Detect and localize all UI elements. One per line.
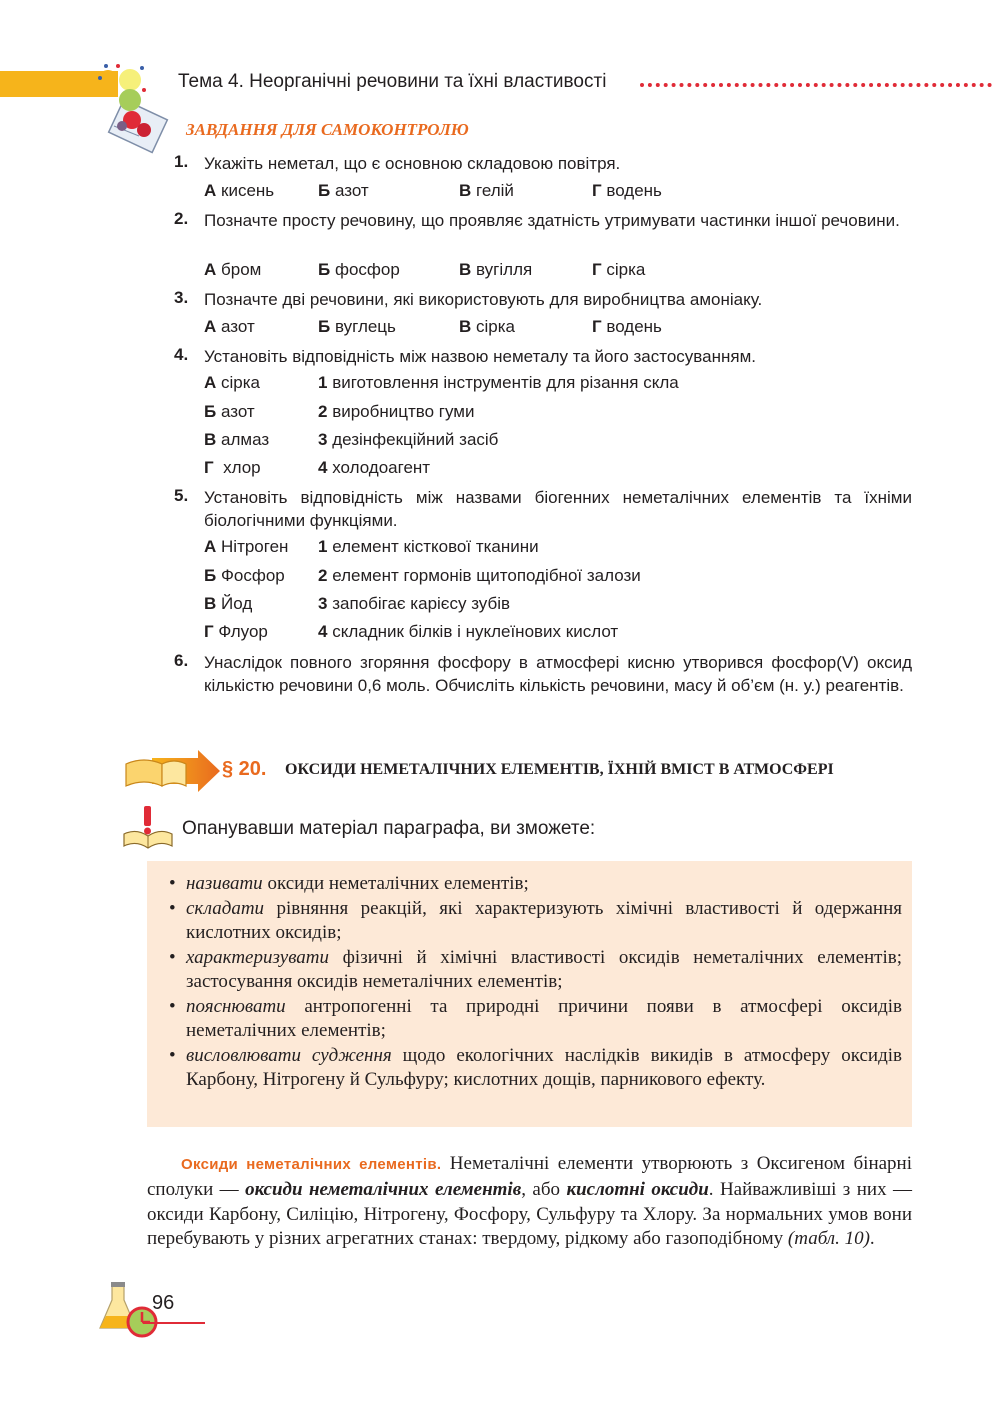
answer-option: Б фосфор bbox=[318, 260, 400, 279]
question-text: Позначте дві речовини, які використовують для виробництва амоніаку. bbox=[204, 290, 763, 309]
answer-option: В гелій bbox=[459, 181, 514, 200]
question-number: 3. bbox=[174, 288, 189, 307]
answer-option: Г водень bbox=[592, 181, 662, 200]
match-left-item: В Йод bbox=[204, 594, 253, 613]
question-text: Позначте просту речовину, що проявляє здатність утримувати частинки іншої речовини. bbox=[204, 211, 900, 230]
question-number: 1. bbox=[174, 152, 189, 171]
table-reference: (табл. 10) bbox=[787, 1228, 870, 1250]
question-text: Укажіть неметал, що є основною складовою повітря. bbox=[204, 154, 621, 173]
question-text: Установіть відповідність між назвами біогенних неметалічних елементів та їхніми біологічними функціями. bbox=[204, 488, 912, 530]
match-left-item: Б азот bbox=[204, 402, 255, 421]
book-exclamation-icon bbox=[120, 806, 176, 850]
answer-option: А кисень bbox=[204, 181, 275, 200]
match-right-item: 4 холодоагент bbox=[318, 458, 431, 477]
match-right-item: 3 запобігає карієсу зубів bbox=[318, 594, 511, 613]
answer-option: Г водень bbox=[592, 317, 662, 336]
footer-rule bbox=[143, 1322, 205, 1324]
match-left-item: В алмаз bbox=[204, 430, 270, 449]
match-right-item: 2 виробництво гуми bbox=[318, 402, 475, 421]
answer-option: В вугілля bbox=[459, 260, 533, 279]
section-number: § 20. bbox=[222, 758, 267, 780]
chapter-title: Тема 4. Неорганічні речовини та їхні властивості bbox=[178, 71, 607, 92]
section-title: ОКСИДИ НЕМЕТАЛІЧНИХ ЕЛЕМЕНТІВ, ЇХНІЙ ВМІСТ В АТМОСФЕРІ bbox=[285, 761, 834, 778]
self-check-heading: ЗАВДАННЯ ДЛЯ САМОКОНТРОЛЮ bbox=[186, 120, 469, 139]
section-arrow-icon bbox=[124, 750, 220, 792]
question-text: Установіть відповідність між назвою неметалу та його застосуванням. bbox=[204, 347, 756, 366]
question-number: 6. bbox=[174, 651, 189, 670]
flask-clock-icon bbox=[96, 1282, 160, 1342]
paragraph-lead: Оксиди неметалічних елементів. bbox=[181, 1156, 442, 1173]
goal-item: • називати оксиди неметалічних елементів; bbox=[169, 873, 529, 894]
goal-item: • характеризувати фізичні й хімічні властивості оксидів неметалічних елементів; застосування оксидів неметалічних елементів; bbox=[169, 946, 902, 992]
match-right-item: 1 виготовлення інструментів для різання скла bbox=[318, 373, 679, 392]
match-right-item: 1 елемент кісткової тканини bbox=[318, 537, 539, 556]
section-intro: Опанувавши матеріал параграфа, ви зможете: bbox=[182, 818, 596, 839]
answer-option: Б вуглець bbox=[318, 317, 396, 336]
question-text: Унаслідок повного згоряння фосфору в атмосфері кисню утворився фосфор(V) оксид кількістю речовини 0,6 моль. Обчисліть кількість речовини, масу й об’єм (н. у.) реагентів. bbox=[204, 653, 912, 695]
header-dotted-rule bbox=[640, 83, 992, 87]
question-number: 4. bbox=[174, 345, 189, 364]
page-number: 96 bbox=[152, 1292, 175, 1314]
match-left-item: Б Фосфор bbox=[204, 566, 285, 585]
match-right-item: 4 складник білків і нуклеїнових кислот bbox=[318, 622, 619, 641]
body-paragraph: Оксиди неметалічних елементів. Неметалічні елементи утворюють з Оксигеном бінарні сполуки — оксиди неметалічних елементів, або кислотні оксиди. Найважливіші з них — оксиди Карбону, Силіцію, Нітрогену, Фосфору, Сульфуру та Хлору. За нормальних умов вони перебувають у різних агрегатних станах: твердому, рідкому або газоподібному (табл. 10). bbox=[147, 1153, 913, 1250]
match-left-item: А сірка bbox=[204, 373, 261, 392]
match-left-item: А Нітроген bbox=[204, 537, 289, 556]
answer-option: А бром bbox=[204, 260, 262, 279]
answer-option: В сірка bbox=[459, 317, 516, 336]
answer-option: А азот bbox=[204, 317, 255, 336]
question-number: 5. bbox=[174, 486, 189, 505]
question-number: 2. bbox=[174, 209, 189, 228]
goal-item: • складати рівняння реакцій, які характеризують хімічні властивості й одержання кислотних оксидів; bbox=[169, 897, 902, 943]
goal-item: • висловлювати судження щодо екологічних наслідків викидів в атмосферу оксидів Карбону, Нітрогену й Сульфуру; кислотних дощів, парникового ефекту. bbox=[169, 1044, 902, 1090]
answer-option: Б азот bbox=[318, 181, 369, 200]
match-left-item: Г Флуор bbox=[204, 622, 268, 641]
goal-item: • пояснювати антропогенні та природні причини появи в атмосфері оксидів неметалічних елементів; bbox=[169, 995, 902, 1041]
match-right-item: 3 дезінфекційний засіб bbox=[318, 430, 499, 449]
match-right-item: 2 елемент гормонів щитоподібної залози bbox=[318, 566, 641, 585]
match-left-item: Г хлор bbox=[204, 458, 261, 477]
answer-option: Г сірка bbox=[592, 260, 646, 279]
